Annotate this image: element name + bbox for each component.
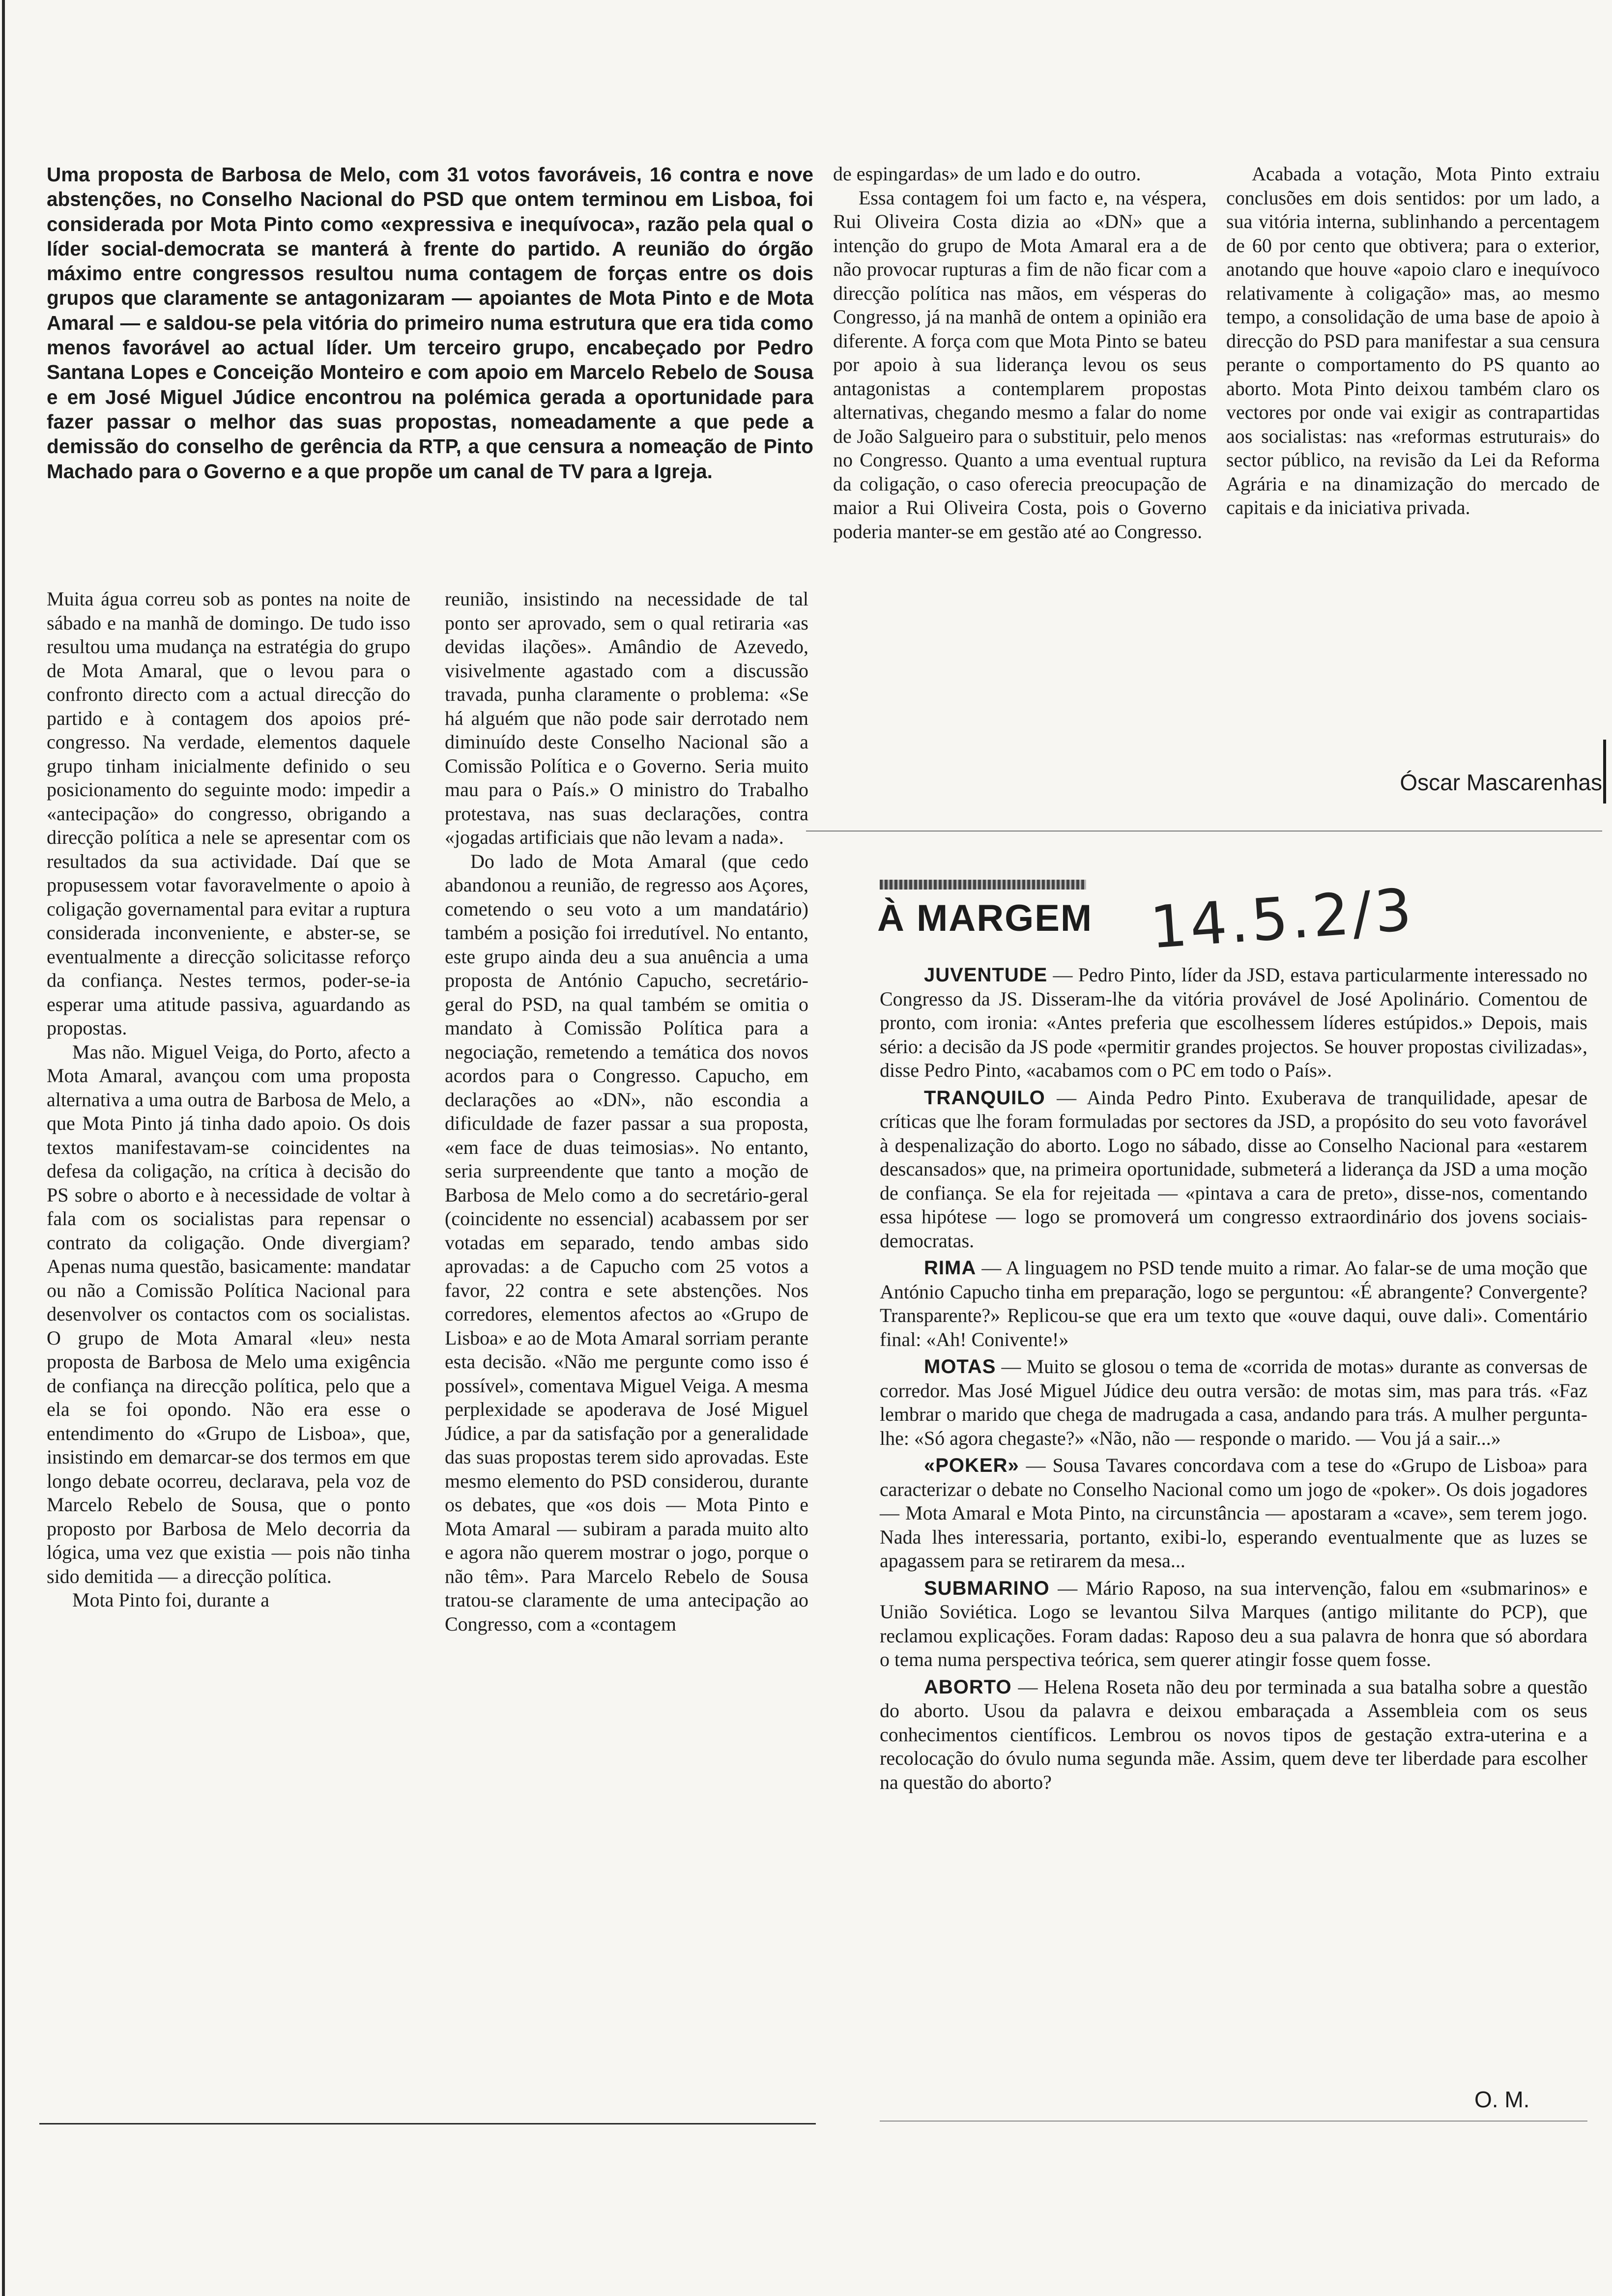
margem-initials: O. M. bbox=[1474, 2087, 1530, 2112]
article-column-3 bbox=[833, 162, 1207, 544]
article-column-2 bbox=[445, 587, 808, 1636]
margem-item-head: TRANQUILO bbox=[924, 1087, 1045, 1109]
margem-section bbox=[880, 963, 1587, 1798]
margem-item: MOTAS — Muito se glosou o tema de «corrida de motas» durante as conversas de corredor. Mas José Miguel Júdice deu outra versão: de motas sim, mas para trás. «Faz lembrar o marido que chega de madrugada a casa, andando para trás. A mulher pergunta-lhe: «Só agora chegaste?» «Não, não — responde o marido. — Vou já a sair...» bbox=[880, 1355, 1588, 1449]
article-column-4 bbox=[1226, 162, 1600, 520]
margem-title: À MARGEM bbox=[877, 897, 1093, 939]
margem-item: ABORTO — Helena Roseta não deu por terminada a sua batalha sobre a questão do aborto. Usou da palavra e deixou embaraçada a Assembleia com os seus conhecimentos científicos. Lembrou os novos tipos de gestação extra-uterina e a recolocação do óvulo numa segunda mãe. Assim, quem deve ter liberdade para escolher na questão do aborto? bbox=[880, 1675, 1587, 1793]
paragraph: Mota Pinto foi, durante a bbox=[72, 1589, 270, 1611]
paragraph: Mas não. Miguel Veiga, do Porto, afecto a Mota Amaral, avançou com uma proposta alternativa a uma outra de Barbosa de Melo, a que Mota Pinto já tinha dado apoio. Os dois textos manifestavam-se coincidentes na defesa da coligação, na crítica à decisão do PS sobre o aborto e à necessidade de voltar à fala com os socialistas para repensar o contrato da coligação. Onde divergiam? Apenas numa questão, basicamente: mandatar ou não a Comissão Política Nacional para desenvolver os contactos com os socialistas. O grupo de Mota Amaral «leu» nesta proposta de Barbosa de Melo uma exigência de confiança na direcção política, pelo que a ela se foi opondo. Não era esse o entendimento do «Grupo de Lisboa», que, insistindo em demarcar-se dos termos em que longo debate ocorreu, declarava, pela voz de Marcelo Rebelo de Sousa, que o ponto proposto por Barbosa de Melo decorria da lógica, uma vez que existia — pois não tinha sido demitida — a direcção política. bbox=[47, 1040, 410, 1587]
paragraph: Muita água correu sob as pontes na noite de sábado e na manhã de domingo. De tudo isso resultou uma mudança na estratégia do grupo de Mota Amaral, que o levou para o confronto directo com a actual direcção do partido e à contagem dos apoios pré-congresso. Na verdade, elementos daquele grupo tinham inicialmente definido o seu posicionamento do seguinte modo: impedir a «antecipação» do congresso, obrigando a direcção política a nele se apresentar com os resultados da sua actividade. Daí que se propusessem votar favoravelmente o apoio à coligação governamental para evitar a ruptura considerada inconveniente, e abster-se, se eventualmente a direcção solicitasse reforço da confiança. Nestes termos, poder-se-ia esperar uma atitude passiva, aguardando as propostas. bbox=[47, 588, 410, 1039]
margem-item-head: MOTAS bbox=[924, 1356, 996, 1378]
author-signature: Óscar Mascarenhas bbox=[1400, 770, 1602, 795]
section-decoration bbox=[880, 880, 1086, 890]
margem-item-text: Mário Raposo, na sua intervenção, falou em «submarinos» e União Soviética. Logo se levantou Silva Marques (antigo militante do PCP), que reclamou explicações. Foram dadas: Raposo deu a sua palavra de honra que só abordara o tema numa perspectiva teórica, sem querer atingir fosse quem fosse. bbox=[880, 1577, 1587, 1670]
margem-item-text: A linguagem no PSD tende muito a rimar. Ao falar-se de uma moção que António Capucho tinha em preparação, logo se perguntou: «É abrangente? Convergente? Transparente?» Replicou-se que era um texto que «ouve daqui, ouve dali». Comentário final: «Ah! Conivente!» bbox=[880, 1257, 1587, 1350]
paragraph: Do lado de Mota Amaral (que cedo abandonou a reunião, de regresso aos Açores, cometendo o seu voto a um mandatário) também a posição foi irredutível. No entanto, este grupo ainda deu a sua anuência a uma proposta de António Capucho, secretário-geral do PSD, na qual também se omitia o mandato à Comissão Política para a negociação, remetendo a temática dos novos acordos para o Congresso. Capucho, em declarações ao «DN», não escondia a dificuldade de fazer passar a sua proposta, «em face de duas teimosias». No entanto, seria surpreendente que tanto a moção de Barbosa de Melo como a do secretário-geral (coincidente no essencial) acabassem por ser votadas em separado, tendo ambas sido aprovadas: a de Capucho com 25 votos a favor, 22 contra e sete abstenções. Nos corredores, elementos afectos ao «Grupo de Lisboa» e ao de Mota Amaral sorriam perante esta decisão. «Não me pergunte como isso é possível», comentava Miguel Veiga. A mesma perplexidade se apoderava de José Miguel Júdice, a par da satisfação por a generalidade das suas propostas terem sido aprovadas. Este mesmo elemento do PSD considerou, durante os debates, que «os dois — Mota Pinto e Mota Amaral — subiram a parada muito alto e agora não querem mostrar o jogo, porque o não têm». Para Marcelo Rebelo de Sousa tratou-se claramente de uma antecipação ao Congresso, com a «contagem bbox=[445, 850, 808, 1635]
article-column-1 bbox=[47, 587, 410, 1612]
paragraph: de espingardas» de um lado e do outro. bbox=[833, 163, 1141, 185]
margem-item: SUBMARINO — Mário Raposo, na sua intervenção, falou em «submarinos» e União Soviética. Logo se levantou Silva Marques (antigo militante do PCP), que reclamou explicações. Foram dadas: Raposo deu a sua palavra de honra que só abordara o tema numa perspectiva teórica, sem querer atingir fosse quem fosse. bbox=[880, 1577, 1587, 1670]
margem-item-text: Ainda Pedro Pinto. Exuberava de tranquilidade, apesar de críticas que lhe foram formuladas por sectores da JSD, a propósito do seu voto favorável à despenalização do aborto. Logo no sábado, disse ao Conselho Nacional para «estarem descansados» que, na primeira oportunidade, submeterá a liderança da JSD a uma moção de confiança. Se ela for rejeitada — «pintava a cara de preto», disse-nos, comentando essa hipótese — logo se promoverá um congresso extraordinário dos jovens sociais-democratas. bbox=[880, 1086, 1587, 1252]
margem-item: RIMA — A linguagem no PSD tende muito a rimar. Ao falar-se de uma moção que António Capucho tinha em preparação, logo se perguntou: «É abrangente? Convergente? Transparente?» Replicou-se que era um texto que «ouve daqui, ouve dali». Comentário final: «Ah! Conivente!» bbox=[880, 1257, 1587, 1350]
margem-item: JUVENTUDE — Pedro Pinto, líder da JSD, estava particularmente interessado no Congresso da JS. Disseram-lhe da vitória provável de José Apolinário. Comentou de pronto, com ironia: «Antes preferia que escolhessem líderes estúpidos.» Depois, mais sério: a decisão da JS pode «permitir grandes projectos. Se houver propostas civilizadas», disse Pedro Pinto, «acabamos com o PC em todo o País». bbox=[880, 964, 1588, 1081]
margem-item-text: Sousa Tavares concordava com a tese do «Grupo de Lisboa» para caracterizar o debate no Conselho Nacional como um jogo de «poker». Os dois jogadores — Mota Amaral e Mota Pinto, na circunstância — apostaram a «cave», sem terem jogo. Nada lhes interessaria, portanto, exibi-lo, esperando eventualmente que as luzes se apagassem para se retirarem da mesa... bbox=[880, 1454, 1588, 1572]
paragraph: Essa contagem foi um facto e, na véspera, Rui Oliveira Costa dizia ao «DN» que a intenção do grupo de Mota Amaral era a de não provocar rupturas a fim de não ficar com a direcção política nas mãos, em vésperas do Congresso, já na manhã de ontem a opinião era diferente. A força com que Mota Pinto se bateu por apoio à sua liderança levou os seus antagonistas a contemplarem propostas alternativas, chegando mesmo a falar do nome de João Salgueiro para o substituir, pelo menos no Congresso. Quanto a uma eventual ruptura da coligação, o caso oferecia preocupação de maior a Rui Oliveira Costa, pois o Governo poderia manter-se em gestão até ao Congresso. bbox=[833, 186, 1207, 543]
handwritten-annotation: 14.5.2/3 bbox=[1148, 875, 1417, 962]
margem-item-head: RIMA bbox=[924, 1257, 977, 1279]
margem-item: «POKER» — Sousa Tavares concordava com a tese do «Grupo de Lisboa» para caracterizar o debate no Conselho Nacional como um jogo de «poker». Os dois jogadores — Mota Amaral e Mota Pinto, na circunstância — apostaram a «cave», sem terem jogo. Nada lhes interessaria, portanto, exibi-lo, esperando eventualmente que as luzes se apagassem para se retirarem da mesa... bbox=[880, 1454, 1588, 1572]
bottom-rule-left bbox=[39, 2123, 816, 2124]
page-left-edge bbox=[2, 0, 5, 2296]
margem-item-head: SUBMARINO bbox=[924, 1577, 1050, 1599]
margem-item-head: «POKER» bbox=[924, 1455, 1019, 1476]
signature-bar bbox=[1603, 740, 1606, 804]
paragraph: reunião, insistindo na necessidade de tal ponto ser aprovado, sem o qual retiraria «as devidas ilações». Amândio de Azevedo, visivelmente agastado com a discussão travada, punha claramente o problema: «Se há alguém que não pode sair derrotado nem diminuído deste Conselho Nacional são a Comissão Política e o Governo. Seria muito mau para o País.» O ministro do Trabalho protestava, nas suas declarações, contra «jogadas artificiais que não levam a nada». bbox=[445, 588, 808, 848]
divider-rule bbox=[806, 831, 1602, 832]
margem-item-text: Pedro Pinto, líder da JSD, estava particularmente interessado no Congresso da JS. Disseram-lhe da vitória provável de José Apolinário. Comentou de pronto, com ironia: «Antes preferia que escolhessem líderes estúpidos.» Depois, mais sério: a decisão da JS pode «permitir grandes projectos. Se houver propostas civilizadas», disse Pedro Pinto, «acabamos com o PC em todo o País». bbox=[880, 964, 1588, 1081]
margem-item-head: ABORTO bbox=[924, 1676, 1012, 1698]
margem-item-head: JUVENTUDE bbox=[924, 964, 1048, 986]
margem-item: TRANQUILO — Ainda Pedro Pinto. Exuberava de tranquilidade, apesar de críticas que lhe foram formuladas por sectores da JSD, a propósito do seu voto favorável à despenalização do aborto. Logo no sábado, disse ao Conselho Nacional para «estarem descansados» que, na primeira oportunidade, submeterá a liderança da JSD a uma moção de confiança. Se ela for rejeitada — «pintava a cara de preto», disse-nos, comentando essa hipótese — logo se promoverá um congresso extraordinário dos jovens sociais-democratas. bbox=[880, 1086, 1587, 1252]
bottom-rule-right bbox=[880, 2121, 1587, 2122]
lead-paragraph: Uma proposta de Barbosa de Melo, com 31 votos favoráveis, 16 contra e nove abstenções, no Conselho Nacional do PSD que ontem terminou em Lisboa, foi considerada por Mota Pinto como «expressiva e inequívoca», razão pela qual o líder social-democrata se manterá à frente do partido. A reunião do órgão máximo entre congressos resultou numa contagem de forças entre os dois grupos que claramente se antagonizaram — apoiantes de Mota Pinto e de Mota Amaral — e saldou-se pela vitória do primeiro numa estrutura que era tida como menos favorável ao actual líder. Um terceiro grupo, encabeçado por Pedro Santana Lopes e Conceição Monteiro e com apoio em Marcelo Rebelo de Sousa e em José Miguel Júdice encontrou na polémica gerada a oportunidade para fazer passar o melhor das suas propostas, nomeadamente a que pede a demissão do conselho de gerência da RTP, a que censura a nomeação de Pinto Machado para o Governo e a que propõe um canal de TV para a Igreja. bbox=[47, 163, 813, 483]
margem-item-text: Helena Roseta não deu por terminada a sua batalha sobre a questão do aborto. Usou da palavra e deixou embaraçada a Assembleia com os seus conhecimentos científicos. Lembrou os novos tipos de gestação extra-uterina e a recolocação do óvulo numa segunda mãe. Assim, quem deve ter liberdade para escolher na questão do aborto? bbox=[880, 1675, 1587, 1793]
margem-item-text: Muito se glosou o tema de «corrida de motas» durante as conversas de corredor. Mas José Miguel Júdice deu outra versão: de motas sim, mas para trás. «Faz lembrar o marido que chega de madrugada a casa, andando para trás. A mulher pergunta-lhe: «Só agora chegaste?» «Não, não — responde o marido. — Vou já a sair...» bbox=[880, 1355, 1588, 1449]
paragraph: Acabada a votação, Mota Pinto extraiu conclusões em dois sentidos: por um lado, a sua vitória interna, sublinhando a percentagem de 60 por cento que obtivera; para o exterior, anotando que houve «apoio claro e inequívoco relativamente à coligação» mas, ao mesmo tempo, a consolidação de uma base de apoio à direcção do PSD para manifestar a sua censura perante o comportamento do PS quanto ao aborto. Mota Pinto deixou também claro os vectores por onde vai exigir as contrapartidas aos socialistas: nas «reformas estruturais» do sector público, na revisão da Lei da Reforma Agrária e na dinamização do mercado de capitais e da iniciativa privada. bbox=[1226, 163, 1600, 518]
